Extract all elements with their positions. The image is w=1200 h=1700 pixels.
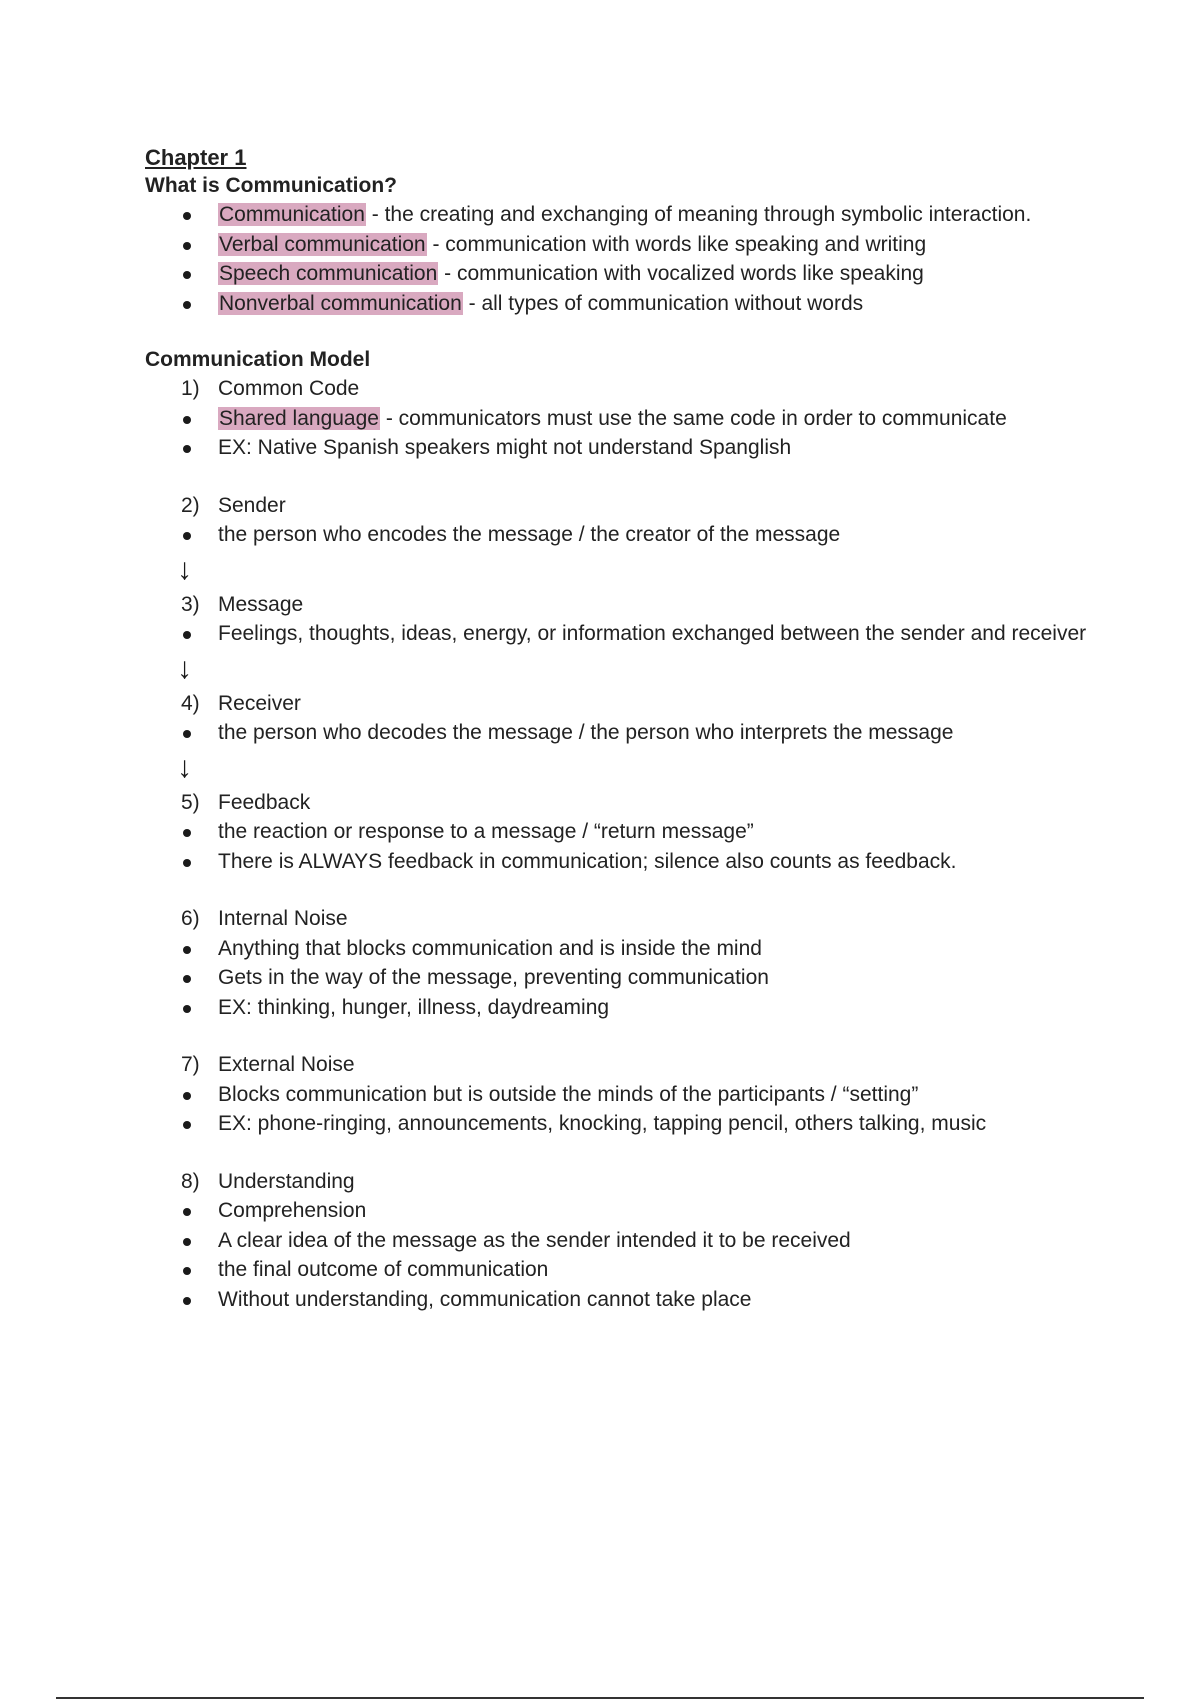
step-label: External Noise <box>218 1053 355 1076</box>
list-item <box>145 433 1105 463</box>
bullet-icon <box>183 946 191 954</box>
list-item <box>145 993 1105 1023</box>
bullet-icon <box>183 416 191 424</box>
bullet-icon <box>183 975 191 983</box>
down-arrow-icon: ↓ <box>177 552 192 586</box>
bullet-text: Comprehension <box>218 1199 367 1222</box>
page-bottom-rule <box>56 1697 1144 1699</box>
step-number: 8) <box>181 1169 200 1193</box>
step-bullets <box>145 817 1105 876</box>
highlighted-term: Communication <box>219 203 365 226</box>
list-item <box>145 289 1105 319</box>
document-body <box>145 144 1105 1314</box>
step-label: Understanding <box>218 1169 355 1193</box>
list-item <box>145 718 1105 748</box>
bullet-text: Feelings, thoughts, ideas, energy, or information exchanged between the sender and receiver <box>218 622 1087 645</box>
step-number: 4) <box>181 691 200 715</box>
bullet-text: There is ALWAYS feedback in communication; silence also counts as feedback. <box>218 849 957 873</box>
down-arrow-icon: ↓ <box>177 750 192 784</box>
model-step <box>145 590 1105 649</box>
bullet-icon <box>183 1238 191 1246</box>
list-item <box>145 230 1105 260</box>
step-number: 2) <box>181 493 200 517</box>
bullet-text: - communicators must use the same code in order to communicate <box>379 406 1007 430</box>
bullet-text: EX: phone-ringing, announcements, knocking, tapping pencil, others talking, music <box>218 1112 987 1135</box>
bullet-icon <box>183 1208 191 1216</box>
step-heading <box>145 788 1105 818</box>
definitions-list <box>145 200 1105 318</box>
step-heading <box>145 1050 1105 1080</box>
bullet-text: Without understanding, communication cannot take place <box>218 1287 752 1311</box>
bullet-icon <box>183 631 191 639</box>
bullet-icon <box>183 829 191 837</box>
highlighted-term: Verbal communication <box>219 232 426 256</box>
bullet-text: EX: Native Spanish speakers might not understand Spanglish <box>218 436 792 459</box>
model-step <box>145 788 1105 877</box>
list-item <box>145 520 1105 550</box>
step-heading <box>145 904 1105 934</box>
step-label: Sender <box>218 493 286 517</box>
definition-text: - communication with words like speaking and writing <box>426 232 927 256</box>
list-item <box>145 817 1105 847</box>
down-arrow-icon: ↓ <box>177 651 192 685</box>
list-item <box>145 847 1105 877</box>
highlighted-term: Speech communication <box>219 262 438 285</box>
chapter-title: Chapter 1 <box>145 145 247 170</box>
step-label: Internal Noise <box>218 907 348 930</box>
bullet-text: EX: thinking, hunger, illness, daydreaming <box>218 995 610 1019</box>
step-number: 3) <box>181 592 200 616</box>
list-item <box>145 1196 1105 1226</box>
list-item <box>145 963 1105 993</box>
step-label: Feedback <box>218 790 311 814</box>
bullet-text: Gets in the way of the message, preventing communication <box>218 966 769 989</box>
model-step <box>145 491 1105 550</box>
step-number: 6) <box>181 907 200 930</box>
model-step <box>145 1050 1105 1139</box>
highlighted-term: Shared language <box>219 406 379 430</box>
bullet-icon <box>183 445 191 453</box>
step-bullets <box>145 1196 1105 1314</box>
model-step <box>145 689 1105 748</box>
step-heading <box>145 689 1105 719</box>
model-step <box>145 904 1105 1022</box>
bullet-text: the person who encodes the message / the creator of the message <box>218 523 841 546</box>
list-item <box>145 1226 1105 1256</box>
list-item <box>145 619 1105 649</box>
list-item <box>145 404 1105 434</box>
step-number: 1) <box>181 377 200 400</box>
step-bullets <box>145 1080 1105 1139</box>
list-item <box>145 1080 1105 1110</box>
bullet-text: Blocks communication but is outside the minds of the participants / “setting” <box>218 1082 919 1106</box>
bullet-text: the person who decodes the message / the person who interprets the message <box>218 721 954 744</box>
step-bullets <box>145 718 1105 748</box>
bullet-icon <box>183 271 191 279</box>
step-bullets <box>145 934 1105 1023</box>
step-label: Message <box>218 592 304 616</box>
step-heading <box>145 1167 1105 1197</box>
bullet-icon <box>183 859 191 867</box>
bullet-text: the final outcome of communication <box>218 1258 549 1281</box>
bullet-icon <box>183 1092 191 1100</box>
step-number: 7) <box>181 1053 200 1076</box>
step-heading <box>145 590 1105 620</box>
step-heading <box>145 491 1105 521</box>
step-bullets <box>145 520 1105 550</box>
list-item <box>145 1255 1105 1285</box>
bullet-text: A clear idea of the message as the sender intended it to be received <box>218 1228 851 1252</box>
list-item <box>145 200 1105 230</box>
bullet-text: Anything that blocks communication and is inside the mind <box>218 936 762 960</box>
step-bullets <box>145 619 1105 649</box>
bullet-icon <box>183 1267 191 1275</box>
section-title-communication-model: Communication Model <box>145 348 371 371</box>
bullet-icon <box>183 1121 191 1129</box>
definition-text: - all types of communication without words <box>462 291 864 315</box>
section-title-what-is-communication: What is Communication? <box>145 174 397 197</box>
step-heading <box>145 374 1105 404</box>
bullet-icon <box>183 1297 191 1305</box>
model-step <box>145 1167 1105 1315</box>
list-item <box>145 259 1105 289</box>
step-label: Receiver <box>218 691 301 715</box>
definition-text: - the creating and exchanging of meaning through symbolic interaction. <box>365 203 1032 226</box>
definition-text: - communication with vocalized words like speaking <box>438 262 924 285</box>
step-bullets <box>145 404 1105 463</box>
list-item <box>145 1285 1105 1315</box>
list-item <box>145 1109 1105 1139</box>
bullet-icon <box>183 532 191 540</box>
step-label: Common Code <box>218 377 360 400</box>
bullet-icon <box>183 301 191 309</box>
bullet-icon <box>183 212 191 220</box>
step-number: 5) <box>181 790 200 814</box>
highlighted-term: Nonverbal communication <box>219 291 462 315</box>
bullet-icon <box>183 242 191 250</box>
bullet-icon <box>183 1005 191 1013</box>
model-step <box>145 374 1105 463</box>
list-item <box>145 934 1105 964</box>
bullet-text: the reaction or response to a message / “return message” <box>218 820 754 843</box>
bullet-icon <box>183 730 191 738</box>
